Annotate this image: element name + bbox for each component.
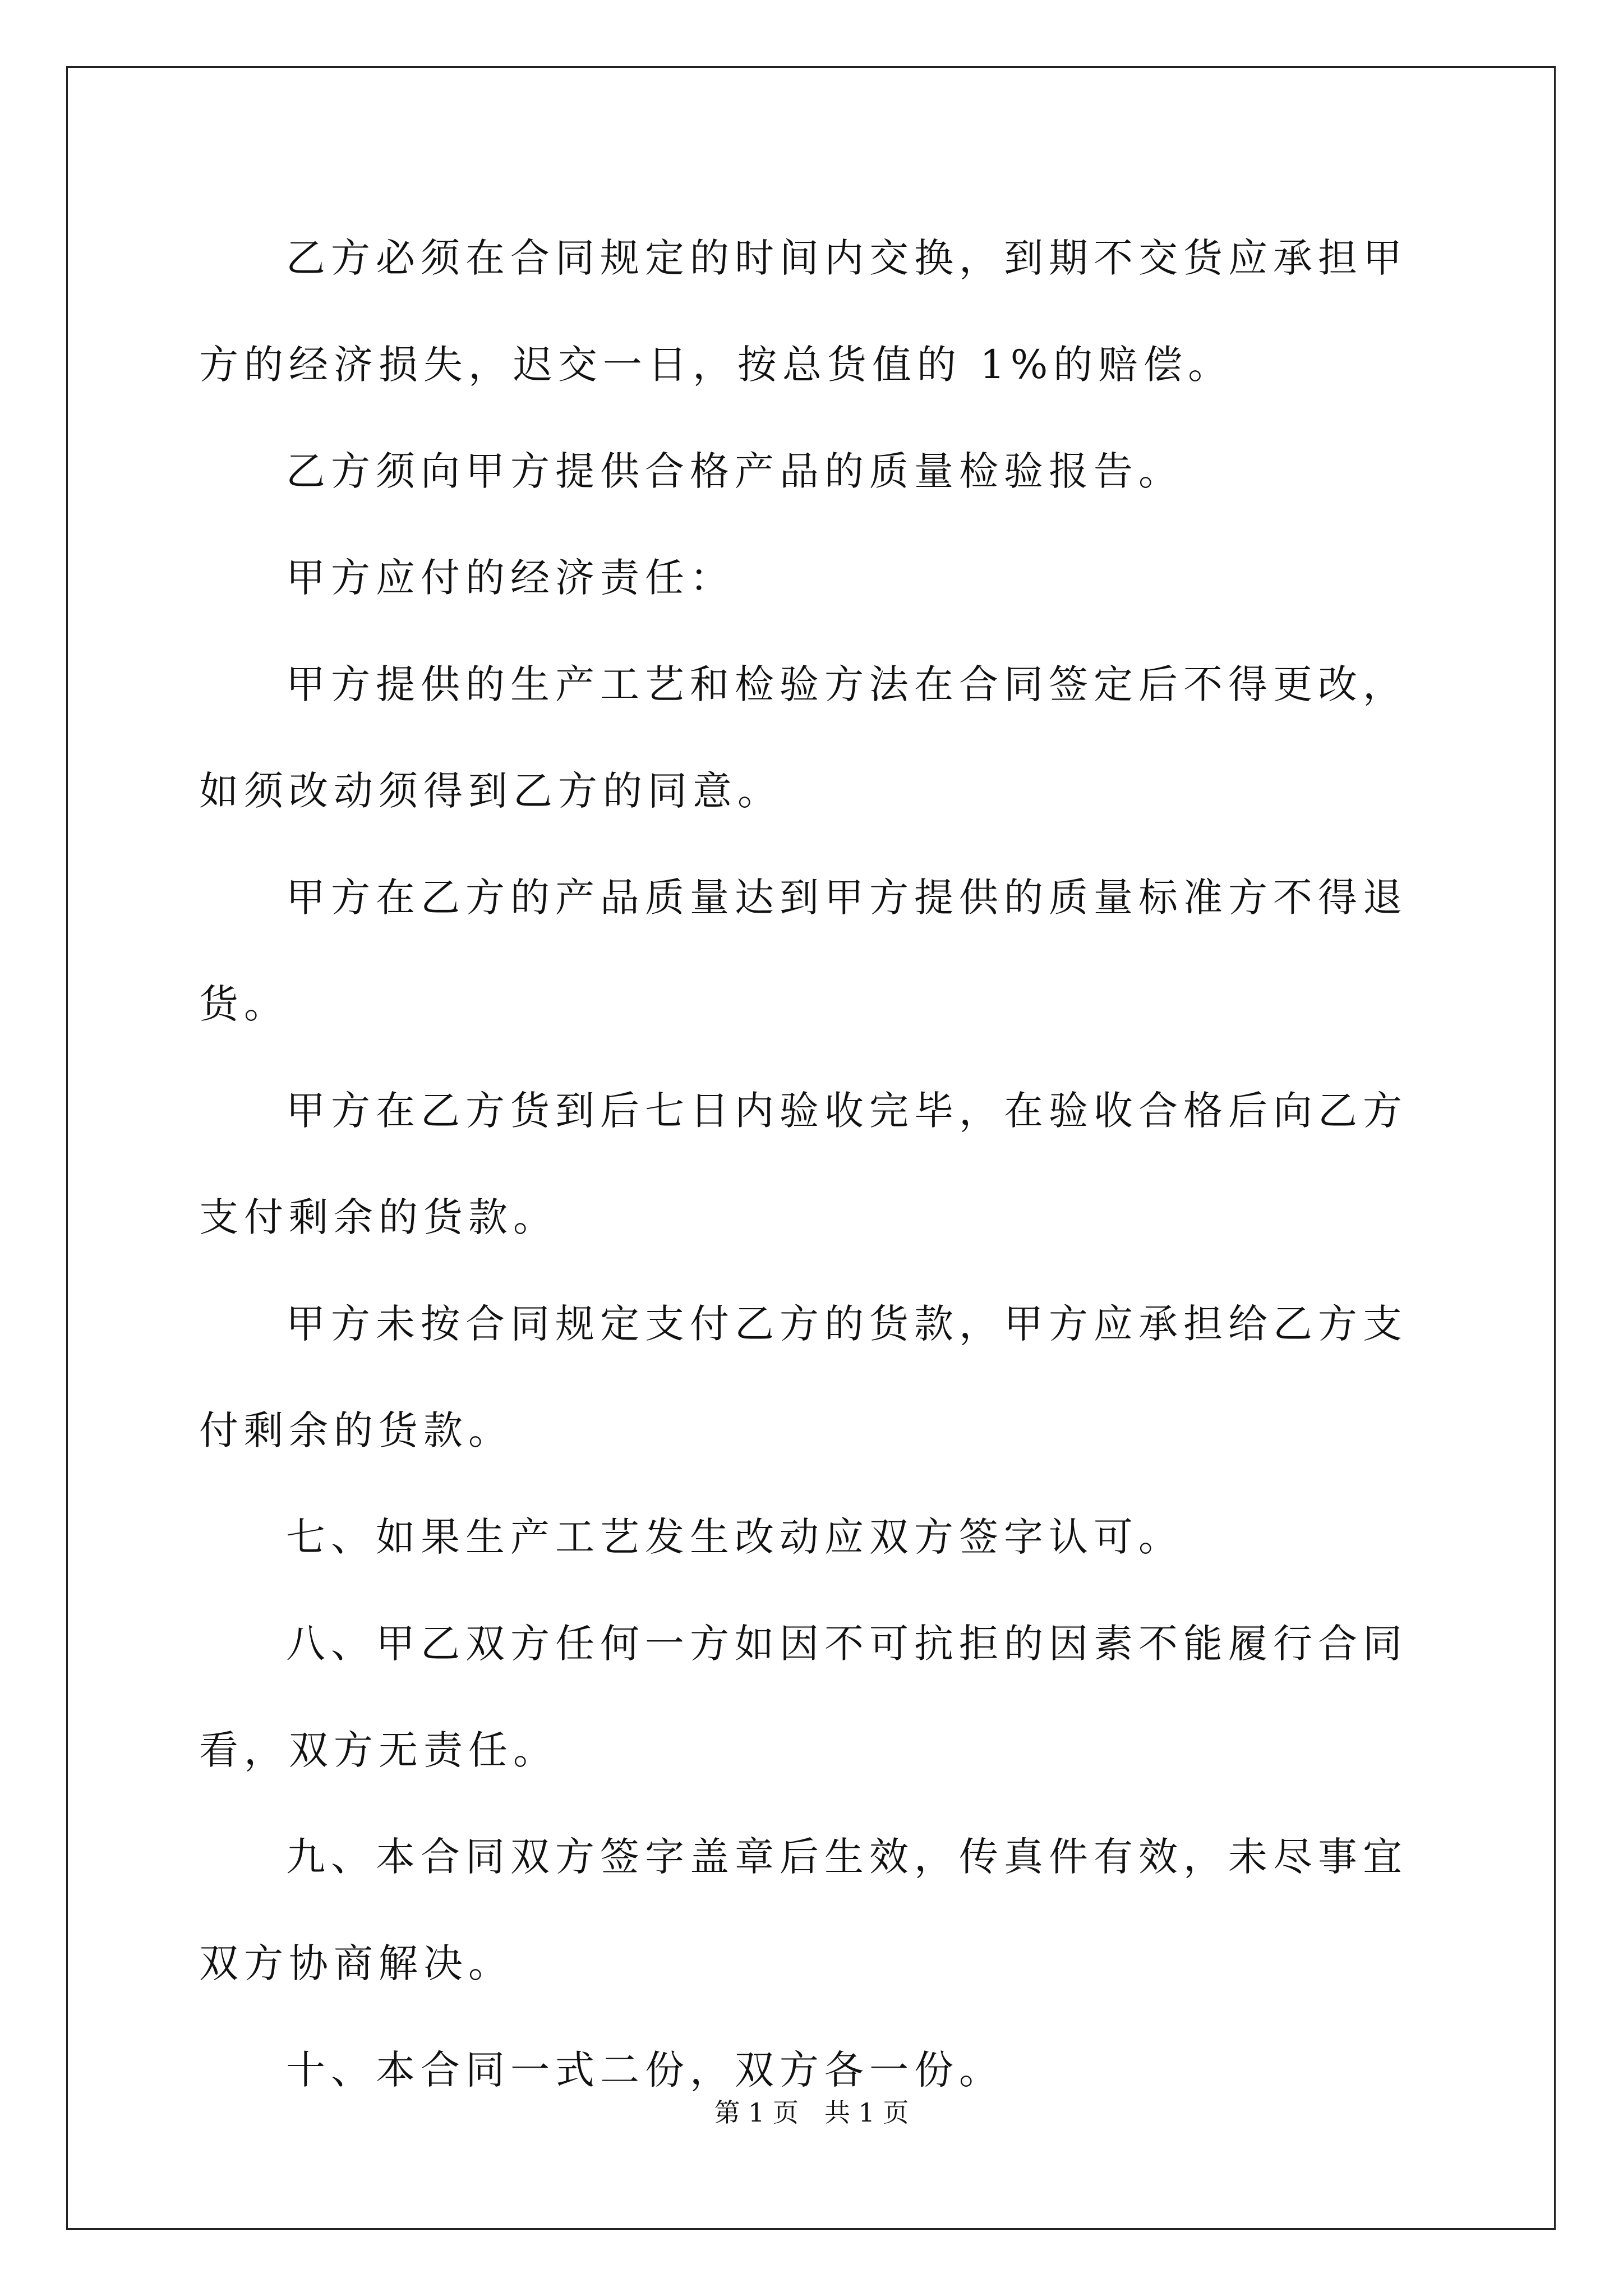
paragraph: 七、如果生产工艺发生改动应双方签字认可。 [286,1514,1183,1560]
paragraph: 甲方未按合同规定支付乙方的货款，甲方应承担给乙方支付剩余的货款。 [199,1301,1408,1453]
paragraph: 甲方应付的经济责任： [286,555,735,601]
page-footer: 第 1 页 共 1 页 [714,2097,909,2128]
paragraph: 甲方在乙方的产品质量达到甲方提供的质量标准方不得退货。 [199,875,1408,1027]
paragraph: 十、本合同一式二份，双方各一份。 [286,2047,1004,2093]
paragraph: 乙方须向甲方提供合格产品的质量检验报告。 [286,448,1183,494]
paragraph: 九、本合同双方签字盖章后生效，传真件有效，未尽事宜双方协商解决。 [199,1834,1408,1986]
paragraph: 甲方提供的生产工艺和检验方法在合同签定后不得更改，如须改动须得到乙方的同意。 [199,661,1408,814]
paragraph: 乙方必须在合同规定的时间内交换，到期不交货应承担甲方的经济损失，迟交一日，按总货值的 1%的赔偿。 [199,235,1408,388]
paragraph: 甲方在乙方货到后七日内验收完毕，在验收合格后向乙方支付剩余的货款。 [199,1088,1408,1240]
paragraph: 八、甲乙双方任何一方如因不可抗拒的因素不能履行合同看，双方无责任。 [199,1621,1408,1773]
document-body [199,205,1433,2123]
